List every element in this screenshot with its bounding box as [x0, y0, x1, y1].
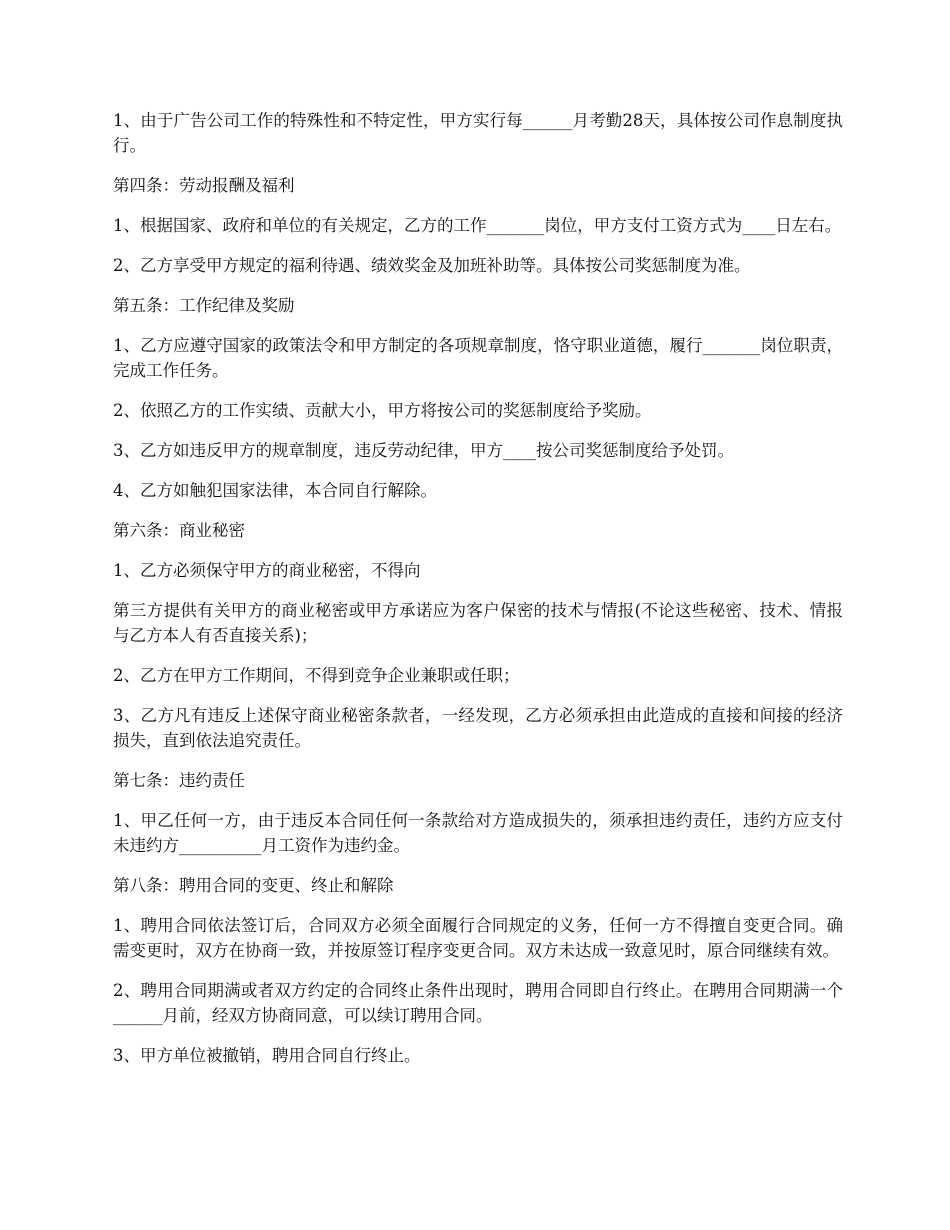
article-7-heading: 第七条：违约责任: [113, 771, 245, 790]
clause-penalty: 3、乙方如违反甲方的规章制度，违反劳动纪律，甲方____按公司奖惩制度给予处罚。: [113, 441, 734, 460]
clause-secret-breach: 3、乙方凡有违反上述保守商业秘密条款者，一经发现，乙方必须承担由此造成的直接和间接的经济损失，直到依法追究责任。: [113, 706, 843, 750]
clause-liability: 1、甲乙任何一方，由于违反本合同任何一条款给对方造成损失的，须承担违约责任，违约方应支付未违约方__________月工资作为违约金。: [113, 811, 843, 855]
clause-discipline: 1、乙方应遵守国家的政策法令和甲方制定的各项规章制度，恪守职业道德，履行_______岗位职责，完成工作任务。: [113, 336, 843, 380]
clause-contract-change: 1、聘用合同依法签订后，合同双方必须全面履行合同规定的义务，任何一方不得擅自变更合同。确需变更时，双方在协商一致，并按原签订程序变更合同。双方未达成一致意见时，原合同继续有效。: [113, 916, 843, 960]
clause-law-violation: 4、乙方如触犯国家法律，本合同自行解除。: [113, 481, 437, 500]
clause-benefits: 2、乙方享受甲方规定的福利待遇、绩效奖金及加班补助等。具体按公司奖惩制度为准。: [113, 256, 751, 275]
clause-no-competition: 2、乙方在甲方工作期间，不得到竞争企业兼职或任职；: [113, 666, 520, 685]
clause-secret-third-party: 第三方提供有关甲方的商业秘密或甲方承诺应为客户保密的技术与情报(不论这些秘密、技术、情报与乙方本人有否直接关系)；: [113, 601, 843, 645]
article-4-heading: 第四条：劳动报酬及福利: [113, 176, 295, 195]
document-page: [113, 108, 843, 1083]
clause-reward: 2、依照乙方的工作实绩、贡献大小，甲方将按公司的奖惩制度给予奖励。: [113, 401, 652, 420]
article-6-heading: 第六条：商业秘密: [113, 521, 245, 540]
article-8-heading: 第八条：聘用合同的变更、终止和解除: [113, 876, 394, 895]
clause-unit-revoked: 3、甲方单位被撤销，聘用合同自行终止。: [113, 1046, 421, 1065]
clause-salary: 1、根据国家、政府和单位的有关规定，乙方的工作_______岗位，甲方支付工资方式为____日左右。: [113, 216, 842, 235]
article-5-heading: 第五条：工作纪律及奖励: [113, 296, 295, 315]
clause-contract-expiry: 2、聘用合同期满或者双方约定的合同终止条件出现时，聘用合同即自行终止。在聘用合同期满一个______月前，经双方协商同意，可以续订聘用合同。: [113, 981, 843, 1025]
clause-secret-keep: 1、乙方必须保守甲方的商业秘密，不得向: [113, 561, 421, 580]
clause-attendance: 1、由于广告公司工作的特殊性和不特定性，甲方实行每______月考勤28天，具体按公司作息制度执行。: [113, 111, 843, 155]
